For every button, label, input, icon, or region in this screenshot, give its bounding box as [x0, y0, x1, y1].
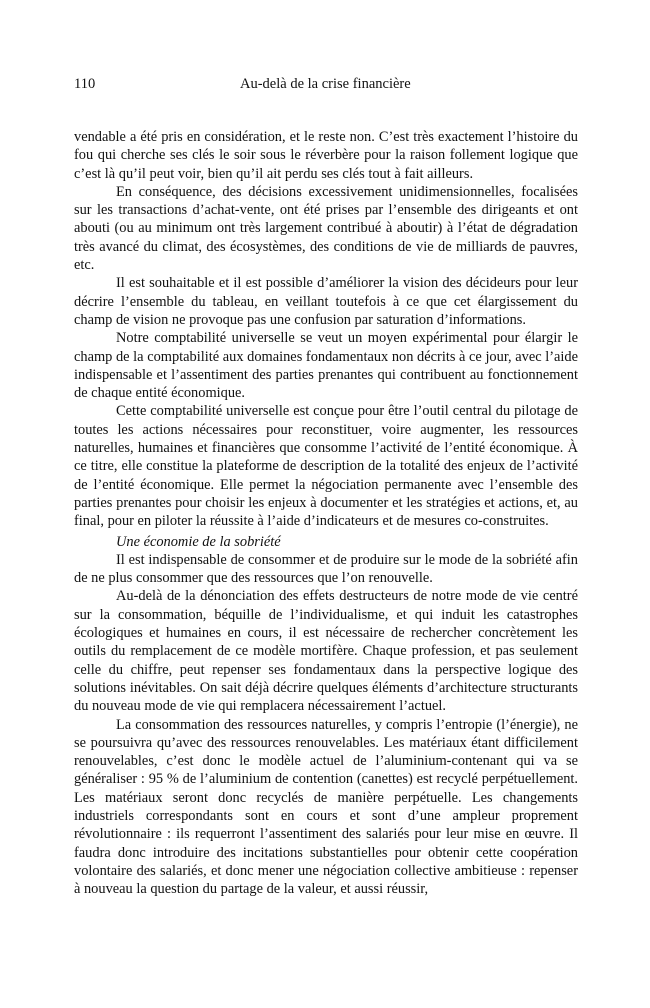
section-heading: Une économie de la sobriété	[116, 533, 281, 550]
paragraph: Notre comptabilité universelle se veut un moyen expérimental pour élargir le champ de la comptabilité aux domaines fondamentaux non décrits à ce jour, avec l’aide indispensable et l’assentiment des parties prenantes qui contribuent au fonctionnement de chaque entité économique.	[74, 330, 578, 402]
paragraph: Il est indispensable de consommer et de produire sur le mode de la sobriété afin de ne plus consommer que des ressources que l’on renouvelle.	[74, 551, 578, 587]
paragraph: Cette comptabilité universelle est conçue pour être l’outil central du pilotage de toutes les actions nécessaires pour reconstituer, voire augmenter, les ressources naturelles, humaines et financières que consomme l’activité de l’entité économique. À ce titre, elle constitue la plateforme de description de la totalité des enjeux de l’activité de l’entité économique. Elle permet la négociation permanente avec l’ensemble des parties prenantes pour choisir les enjeux à documenter et les stratégies et actions, et, au final, pour en piloter la réussite à l’aide d’indicateurs et de mesures co-construites.	[74, 403, 578, 530]
page-header	[74, 74, 578, 94]
body-text	[74, 128, 578, 898]
paragraph-continuation: vendable a été pris en considération, et le reste non. C’est très exactement l’histoire du fou qui cherche ses clés le soir sous le réverbère pour la raison follement logique que c’est là qu’il peut voir, bien qu’il ait perdu ses clés tout à fait ailleurs.	[74, 129, 578, 182]
paragraph: Il est souhaitable et il est possible d’améliorer la vision des décideurs pour leur décrire l’ensemble du tableau, en veillant toutefois à ce que cet élargissement du champ de vision ne provoque pas une confusion par saturation d’informations.	[74, 275, 578, 328]
paragraph: Au-delà de la dénonciation des effets destructeurs de notre mode de vie centré sur la consommation, béquille de l’individualisme, et qui induit les catastrophes écologiques et humaines en cours, il est nécessaire de rechercher concrètement les outils du remplacement de ce modèle mortifère. Chaque profession, et pas seulement celle du chiffre, peut repenser ses fondamentaux dans la perspective logique des solutions inévitables. On sait déjà décrire quelques éléments d’architecture structurants du nouveau mode de vie qui remplacera nécessairement l’actuel.	[74, 588, 578, 715]
paragraph: La consommation des ressources naturelles, y compris l’entropie (l’énergie), ne se poursuivra qu’avec des ressources renouvelables. Les matériaux étant difficilement renouvelables, c’est donc le modèle actuel de l’aluminium-contenant qui va se généraliser : 95 % de l’aluminium de contention (canettes) est recyclé perpétuellement. Les matériaux seront donc recyclés de manière perpétuelle. Les changements industriels correspondants sont en cours et sont d’une ampleur proprement révolutionnaire : ils requerront l’assentiment des salariés pour leur mise en œuvre. Il faudra donc introduire des incitations substantielles pour obtenir cette coopération volontaire des salariés, et donc mener une négociation collective ambitieuse : repenser à nouveau la question du partage de la valeur, et aussi réussir,	[74, 716, 578, 898]
running-title: Au-delà de la crise financière	[240, 76, 411, 92]
paragraph: En conséquence, des décisions excessivement unidimensionnelles, focalisées sur les transactions d’achat-vente, ont été prises par l’ensemble des dirigeants et ont abouti (ou au minimum ont très largement contribué à aboutir) à l’état de dégradation très avancé du climat, des écosystèmes, des conditions de vie de milliards de pauvres, etc.	[74, 183, 578, 274]
page-number: 110	[74, 76, 96, 92]
